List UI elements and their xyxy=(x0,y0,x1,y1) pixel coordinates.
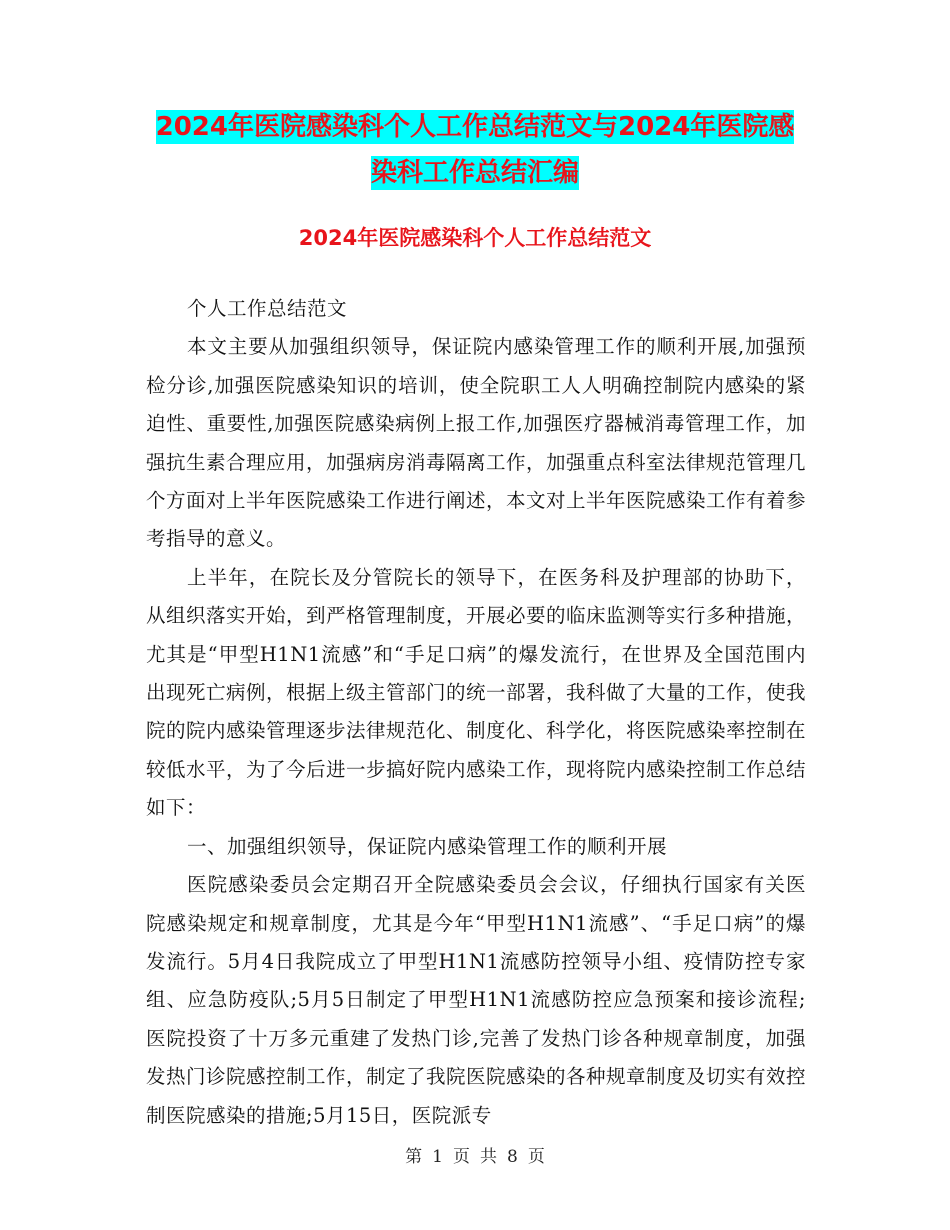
footer-label-ye2: 页 xyxy=(527,1147,545,1167)
paragraph-committee: 医院感染委员会定期召开全院感染委员会会议，仔细执行国家有关医院感染规定和规章制度，尤其是今年“甲型H1N1流感”、“手足口病”的爆发流行。5月4日我院成立了甲型H1N1流感防控领导小组、疫情防控专家组、应急防疫队;5月5日制定了甲型H1N1流感防控应急预案和接诊流程;医院投资了十万多元重建了发热门诊,完善了发热门诊各种规章制度，加强发热门诊院感控制工作，制定了我院医院感染的各种规章制度及切实有效控制医院感染的措施;5月15日，医院派专 xyxy=(146,873,807,1127)
footer-label-ye: 页 xyxy=(453,1147,470,1167)
paragraph-heading: 个人工作总结范文 xyxy=(186,297,347,320)
footer-page-number: 1 xyxy=(432,1147,443,1167)
document-title xyxy=(0,104,950,196)
footer-label-gong: 共 xyxy=(480,1147,497,1167)
paragraph-subheading-1: 一、加强组织领导，保证院内感染管理工作的顺利开展 xyxy=(186,834,667,858)
document-body xyxy=(146,290,806,1135)
paragraph-overview: 上半年，在院长及分管院长的领导下，在医务科及护理部的协助下，从组织落实开始，到严格管理制度，开展必要的临床监测等实行多种措施，尤其是“甲型H1N1流感”和“手足口病”的爆发流行，在世界及全国范围内出现死亡病例，根据上级主管部门的统一部署，我科做了大量的工作，使我院的院内感染管理逐步法律规范化、制度化、科学化，将医院感染率控制在较低水平，为了今后进一步搞好院内感染工作，现将院内感染控制工作总结如下： xyxy=(146,565,807,820)
footer-label-di: 第 xyxy=(405,1147,423,1167)
paragraph-intro: 本文主要从加强组织领导，保证院内感染管理工作的顺利开展,加强预检分诊,加强医院感染知识的培训，使全院职工人人明确控制院内感染的紧迫性、重要性,加强医院感染病例上报工作,加强医疗器械消毒管理工作，加强抗生素合理应用，加强病房消毒隔离工作，加强重点科室法律规范管理几个方面对上半年医院感染工作进行阐述，本文对上半年医院感染工作有着参考指导的意义。 xyxy=(146,335,807,551)
section-title: 2024年医院感染科个人工作总结范文 xyxy=(298,226,652,250)
document-title-line1: 2024年医院感染科个人工作总结范文与2024年医院感 xyxy=(155,112,795,142)
footer-total-pages: 8 xyxy=(507,1147,518,1167)
document-title-line2: 染科工作总结汇编 xyxy=(370,158,579,188)
page-footer xyxy=(0,1145,950,1169)
